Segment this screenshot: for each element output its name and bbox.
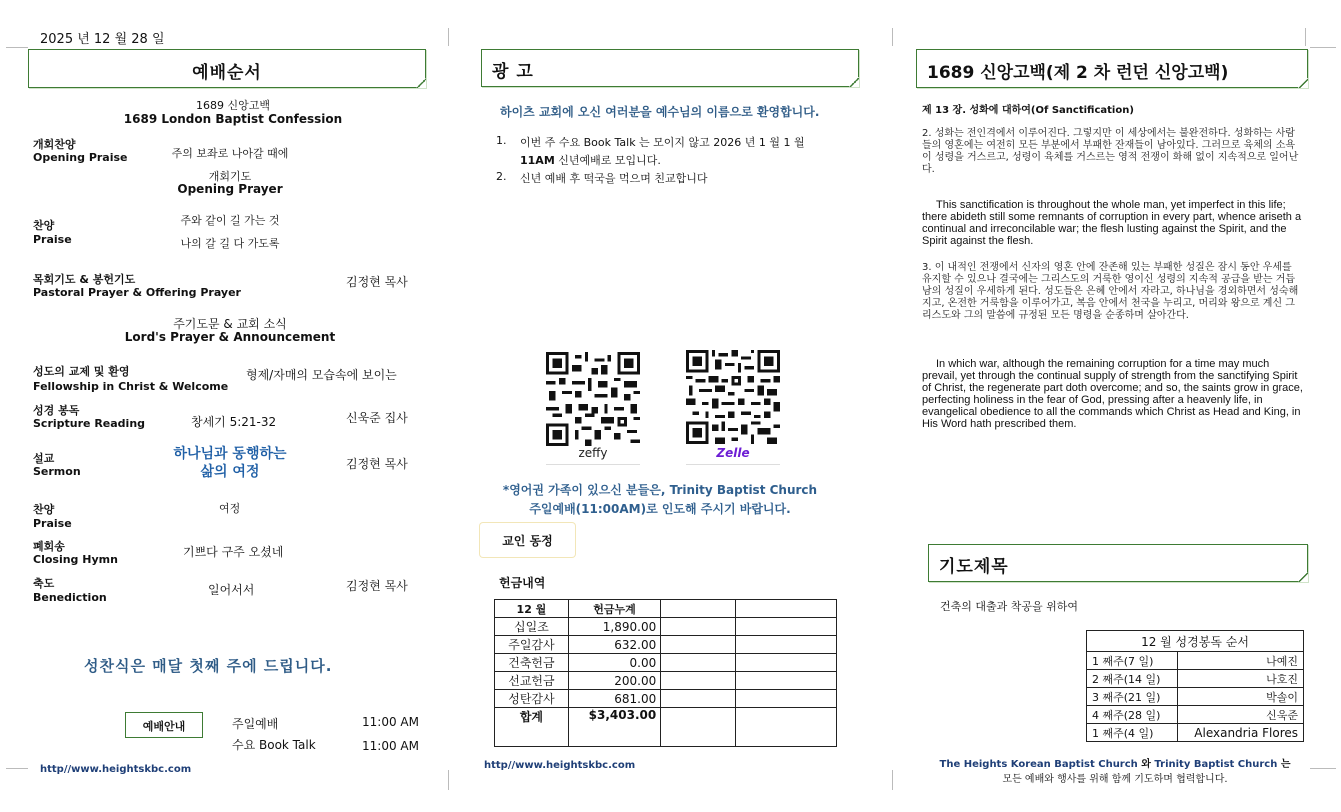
website-link-1[interactable]: http//www.heightskbc.com — [40, 764, 192, 775]
bible-week: 1 째주(7 일) — [1087, 652, 1178, 670]
zelle-label-area — [686, 446, 780, 465]
offering-title: 헌금내역 — [499, 576, 546, 590]
closing-ko: 폐회송 — [33, 540, 65, 553]
prayer-header-box — [928, 544, 1308, 582]
bible-reader: 박솔이 — [1178, 688, 1304, 706]
zeffy-label-area — [546, 446, 640, 465]
row-amount: 200.00 — [568, 672, 660, 690]
crop-mark — [892, 770, 893, 790]
praise1-ko: 찬양 — [33, 219, 55, 232]
prayer-header: 기도제목 — [939, 557, 1009, 577]
confession-p2-en: This sanctification is throughout the whole man, yet imperfect in this life; there abideth still some remnants of corruption in every part, whence ariseth a continual and irreconcilable war; the flesh lusting against the Spirit, and the Spirit against the flesh. — [922, 199, 1302, 247]
bible-reader: 나예진 — [1178, 652, 1304, 670]
table-row — [1087, 706, 1304, 724]
table-row — [495, 618, 837, 636]
worship-header-box — [28, 49, 426, 88]
row-label: 성탄감사 — [495, 690, 569, 708]
english-service-notice-line1 — [470, 481, 850, 498]
scripture-passage: 창세기 5:21-32 — [191, 415, 277, 429]
praise1-song2: 나의 갈 길 다 가도록 — [180, 237, 280, 250]
confession-en: 1689 London Baptist Confession — [123, 112, 343, 126]
crop-mark — [6, 768, 28, 769]
praise1-song1: 주와 같이 길 가는 것 — [180, 214, 280, 227]
row-empty — [661, 618, 735, 636]
closing-song: 기쁘다 구주 오셨네 — [183, 545, 284, 559]
row-amount: 1,890.00 — [568, 618, 660, 636]
praise2-ko: 찬양 — [33, 503, 55, 516]
bible-week: 2 째주(14 일) — [1087, 670, 1178, 688]
bible-table-title-row — [1087, 631, 1304, 652]
table-total-row — [495, 708, 837, 747]
row-empty — [661, 636, 735, 654]
english-service-notice-line2: 주일예배(11:00AM)로 인도해 주시기 바랍니다. — [529, 502, 791, 516]
footer-and: 와 — [1137, 759, 1155, 770]
sermon-title-line2: 삶의 여정 — [200, 464, 260, 480]
footer-line2: 모든 예배와 행사를 위해 함께 기도하며 협력합니다. — [1002, 774, 1228, 785]
crop-mark — [1310, 47, 1336, 48]
zelle-qr-code[interactable] — [686, 350, 780, 444]
bible-week: 1 째주(4 일) — [1087, 724, 1178, 742]
praise1-en: Praise — [33, 233, 72, 246]
worship-header: 예배순서 — [192, 63, 262, 83]
row-empty — [661, 654, 735, 672]
praise2-en: Praise — [33, 517, 72, 530]
ad-item-1-bold: 11AM — [520, 154, 555, 167]
opening-prayer-ko: 개회기도 — [208, 170, 252, 183]
sunday-service-time: 11:00 AM — [362, 715, 419, 729]
sermon-en: Sermon — [33, 465, 81, 478]
booktalk-label: 수요 Book Talk — [232, 738, 316, 752]
worship-info-box — [125, 712, 203, 738]
table-row — [495, 690, 837, 708]
ads-header-box — [481, 49, 859, 87]
row-label: 주일감사 — [495, 636, 569, 654]
zelle-logo-text: Zelle — [716, 446, 750, 460]
sermon-ko: 설교 — [33, 452, 55, 465]
benediction-en: Benediction — [33, 591, 107, 604]
table-row — [1087, 688, 1304, 706]
total-label: 합계 — [495, 708, 569, 747]
row-empty — [661, 708, 735, 747]
benediction-leader: 김정현 목사 — [346, 579, 408, 593]
confession-p3-ko: 3. 이 내적인 전쟁에서 신자의 영혼 안에 잔존해 있는 부패한 성질은 잠시 동안 우세를 유지할 수 있으나 결국에는 그리스도의 거룩한 영이신 성령의 지속적 공급을 받는 거듭남의 성질이 우세하게 된다. 성도들은 은혜 안에서 자라고, 하나님을 경외하면서 성숙해지고, 온전한 거룩함을 이루어가고, 복음 안에서 천국을 누리고, 머리와 왕으로 계신 그리스도와 그의 말씀에 규정된 모든 명령을 순종하며 살아간다. — [922, 262, 1299, 321]
crop-mark — [892, 28, 893, 46]
bible-reading-table — [1086, 630, 1304, 742]
opening-prayer-en: Opening Prayer — [177, 182, 283, 196]
row-label: 십일조 — [495, 618, 569, 636]
booktalk-time: 11:00 AM — [362, 739, 419, 753]
footer-church1: The Heights Korean Baptist Church — [939, 759, 1138, 770]
crop-mark — [448, 28, 449, 46]
row-empty — [661, 672, 735, 690]
total-amount: $3,403.00 — [568, 708, 660, 747]
row-empty — [661, 690, 735, 708]
row-empty — [735, 636, 837, 654]
table-row — [1087, 670, 1304, 688]
scripture-reader: 신욱준 집사 — [346, 411, 408, 425]
bible-week: 4 째주(28 일) — [1087, 706, 1178, 724]
pastoral-en: Pastoral Prayer & Offering Prayer — [33, 286, 241, 299]
benediction-song: 일어서서 — [208, 583, 255, 597]
confession-p3-en: In which war, although the remaining corruption for a time may much prevail, yet through the continual supply of strength from the sanctifying Spirit of Christ, the regenerate part doth overcome; and so, the saints grow in grace, perfecting holiness in the fear of God, pressing after a heavenly life, in evangelical obedience to all the commands which Christ as Head and King, in His Word hath prescribed them. — [922, 358, 1303, 430]
table-row — [495, 654, 837, 672]
ad-item-1-rest: 신년예배로 모입니다. — [554, 154, 661, 167]
ad-item-1-line2 — [520, 152, 661, 168]
ad-item-1-line1: 이번 주 수요 Book Talk 는 모이지 않고 2026 년 1 월 1 월 — [520, 136, 805, 149]
members-header-box — [480, 523, 575, 557]
table-row — [1087, 724, 1304, 742]
opening-praise-song: 주의 보좌로 나아갈 때에 — [171, 147, 289, 160]
bulletin-date: 2025 년 12 월 28 일 — [40, 32, 165, 47]
zeffy-logo-text: zeffy — [578, 446, 608, 460]
bible-table-title: 12 월 성경봉독 순서 — [1087, 631, 1304, 652]
footer-line1 — [905, 755, 1325, 770]
lords-prayer-en: Lord's Prayer & Announcement — [124, 330, 336, 344]
scripture-ko: 성경 봉독 — [33, 404, 80, 417]
worship-info-label: 예배안내 — [142, 720, 186, 733]
pastoral-ko: 목회기도 & 봉헌기도 — [33, 273, 136, 286]
crop-mark — [6, 47, 28, 48]
offering-table — [494, 599, 837, 747]
row-empty — [735, 672, 837, 690]
confession-ko: 1689 신앙고백 — [196, 99, 270, 112]
fellowship-en: Fellowship in Christ & Welcome — [33, 380, 229, 393]
notice-church-name: Trinity Baptist Church — [669, 483, 818, 497]
welcome-message: 하이츠 교회에 오신 여러분을 예수님의 이름으로 환영합니다. — [500, 105, 820, 119]
table-header-empty — [735, 600, 837, 618]
row-amount: 0.00 — [568, 654, 660, 672]
ad-item-2-num: 2. — [496, 170, 507, 183]
table-row — [1087, 652, 1304, 670]
ad-item-1-num: 1. — [496, 134, 507, 147]
opening-praise-en: Opening Praise — [33, 151, 128, 164]
praise2-song: 여정 — [219, 502, 241, 515]
table-row — [495, 672, 837, 690]
confession-p2-ko: 2. 성화는 전인격에서 이루어진다. 그렇지만 이 세상에서는 불완전하다. 성화하는 사람들의 영혼에는 여전히 모든 부분에서 부패한 잔재들이 남아있다. 그러므로 육체의 소욕이 성령을 거스르고, 성령이 육체를 거스르는 영적 전쟁이 화해 없이 지속적으로 일어난다. — [922, 128, 1299, 175]
confession-chapter: 제 13 장. 성화에 대하여(Of Sanctification) — [922, 105, 1134, 116]
row-label: 선교헌금 — [495, 672, 569, 690]
crop-mark — [448, 770, 449, 790]
communion-notice: 성찬식은 매달 첫째 주에 드립니다. — [84, 657, 333, 675]
crop-mark — [1305, 28, 1306, 46]
notice-prefix: *영어권 가족이 있으신 분들은, — [502, 483, 670, 497]
row-amount: 681.00 — [568, 690, 660, 708]
table-header-empty — [661, 600, 735, 618]
table-header-month: 12 월 — [495, 600, 569, 618]
ads-header: 광 고 — [492, 62, 534, 82]
fellowship-note: 형제/자매의 모습속에 보이는 — [246, 368, 397, 382]
table-row — [495, 636, 837, 654]
row-empty — [735, 654, 837, 672]
closing-en: Closing Hymn — [33, 553, 118, 566]
ad-item-2: 신년 예배 후 떡국을 먹으며 친교합니다 — [520, 172, 708, 185]
scripture-en: Scripture Reading — [33, 417, 146, 430]
zeffy-qr-code[interactable] — [546, 352, 640, 446]
website-link-2[interactable]: http//www.heightskbc.com — [484, 760, 636, 771]
row-label: 건축헌금 — [495, 654, 569, 672]
fellowship-ko: 성도의 교제 및 환영 — [33, 365, 130, 378]
pastoral-leader: 김정현 목사 — [346, 275, 408, 289]
lords-prayer-ko: 주기도문 & 교회 소식 — [173, 317, 287, 331]
members-header: 교인 동정 — [502, 534, 553, 548]
bible-reader: 신욱준 — [1178, 706, 1304, 724]
sermon-preacher: 김정현 목사 — [346, 457, 408, 471]
sunday-service-label: 주일예배 — [232, 717, 279, 731]
row-empty — [735, 708, 837, 747]
row-amount: 632.00 — [568, 636, 660, 654]
confession-header-box — [916, 49, 1308, 88]
opening-praise-ko: 개회찬양 — [33, 138, 76, 151]
row-empty — [735, 690, 837, 708]
table-header-total: 헌금누계 — [568, 600, 660, 618]
bible-reader: Alexandria Flores — [1178, 724, 1304, 742]
row-empty — [735, 618, 837, 636]
benediction-ko: 축도 — [33, 577, 55, 590]
bible-week: 3 째주(21 일) — [1087, 688, 1178, 706]
confession-header: 1689 신앙고백(제 2 차 런던 신앙고백) — [927, 63, 1229, 83]
prayer-item: 건축의 대출과 착공을 위하여 — [940, 600, 1079, 613]
table-header-row — [495, 600, 837, 618]
footer-church2: Trinity Baptist Church — [1154, 759, 1278, 770]
footer-tail: 는 — [1277, 759, 1291, 770]
bible-reader: 나호진 — [1178, 670, 1304, 688]
sermon-title-line1: 하나님과 동행하는 — [173, 446, 287, 462]
